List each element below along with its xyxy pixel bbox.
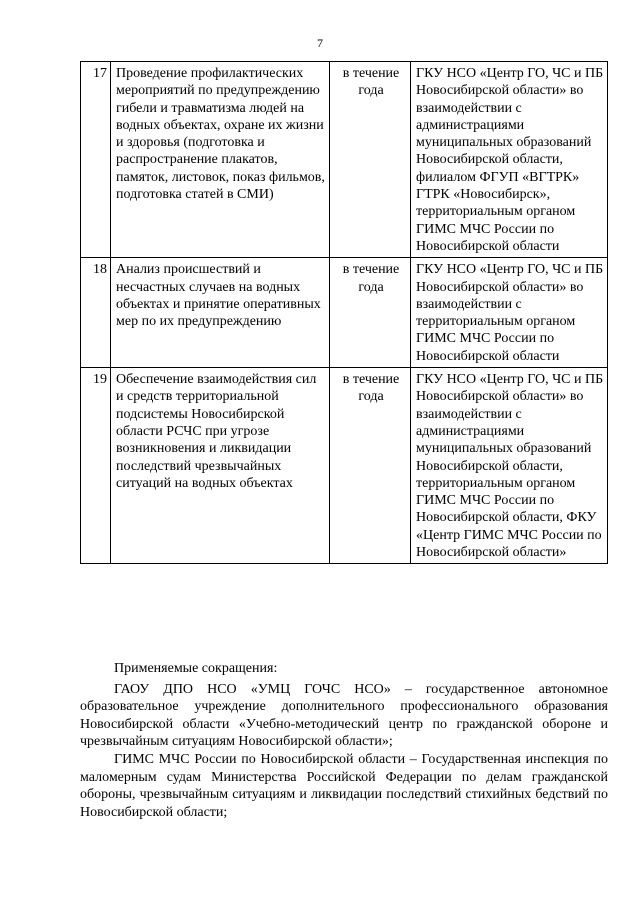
page-number: 7 xyxy=(317,36,323,50)
event-cell: Обеспечение взаимодействия сил и средств территориальной подсистемы Новосибирской области РСЧС при угрозе возникновения и ликвидации последствий чрезвычайных ситуаций на водных объектах xyxy=(111,368,330,564)
table-row xyxy=(81,258,608,368)
row-number: 19 xyxy=(81,368,111,564)
term-cell: в течение года xyxy=(330,368,411,564)
abbreviation-item: ГАОУ ДПО НСО «УМЦ ГОЧС НСО» – государственное автономное образовательное учреждение дополнительного профессионального образования Новосибирской области «Учебно-методический центр по гражданской обороне и чрезвычайным ситуациям Новосибирской области»; xyxy=(80,681,608,750)
term-cell: в течение года xyxy=(330,258,411,368)
abbreviation-item: ГИМС МЧС России по Новосибирской области – Государственная инспекция по маломерным судам Министерства Российской Федерации по делам гражданской обороны, чрезвычайным ситуациям и ликвидации последствий стихийных бедствий по Новосибирской области; xyxy=(80,751,608,820)
responsible-cell: ГКУ НСО «Центр ГО, ЧС и ПБ Новосибирской области» во взаимодействии с администрациями муниципальных образований Новосибирской области, территориальным органом ГИМС МЧС России по Новосибирской области, ФКУ «Центр ГИМС МЧС России по Новосибирской области» xyxy=(411,368,608,564)
row-number: 17 xyxy=(81,62,111,258)
plan-table xyxy=(80,61,608,564)
event-cell: Проведение профилактических мероприятий по предупреждению гибели и травматизма людей на водных объектах, охране их жизни и здоровья (подготовка и распространение плакатов, памяток, листовок, показ фильмов, подготовка статей в СМИ) xyxy=(111,62,330,258)
table-row xyxy=(81,62,608,258)
abbreviations-section xyxy=(80,660,608,821)
responsible-cell: ГКУ НСО «Центр ГО, ЧС и ПБ Новосибирской области» во взаимодействии с администрациями муниципальных образований Новосибирской области, филиалом ФГУП «ВГТРК» ГТРК «Новосибирск», территориальным органом ГИМС МЧС России по Новосибирской области xyxy=(411,62,608,258)
row-number: 18 xyxy=(81,258,111,368)
table-row xyxy=(81,368,608,564)
abbreviations-heading: Применяемые сокращения: xyxy=(114,661,278,676)
responsible-cell: ГКУ НСО «Центр ГО, ЧС и ПБ Новосибирской области» во взаимодействии с территориальным органом ГИМС МЧС России по Новосибирской области xyxy=(411,258,608,368)
event-cell: Анализ происшествий и несчастных случаев на водных объектах и принятие оперативных мер по их предупреждению xyxy=(111,258,330,368)
term-cell: в течение года xyxy=(330,62,411,258)
